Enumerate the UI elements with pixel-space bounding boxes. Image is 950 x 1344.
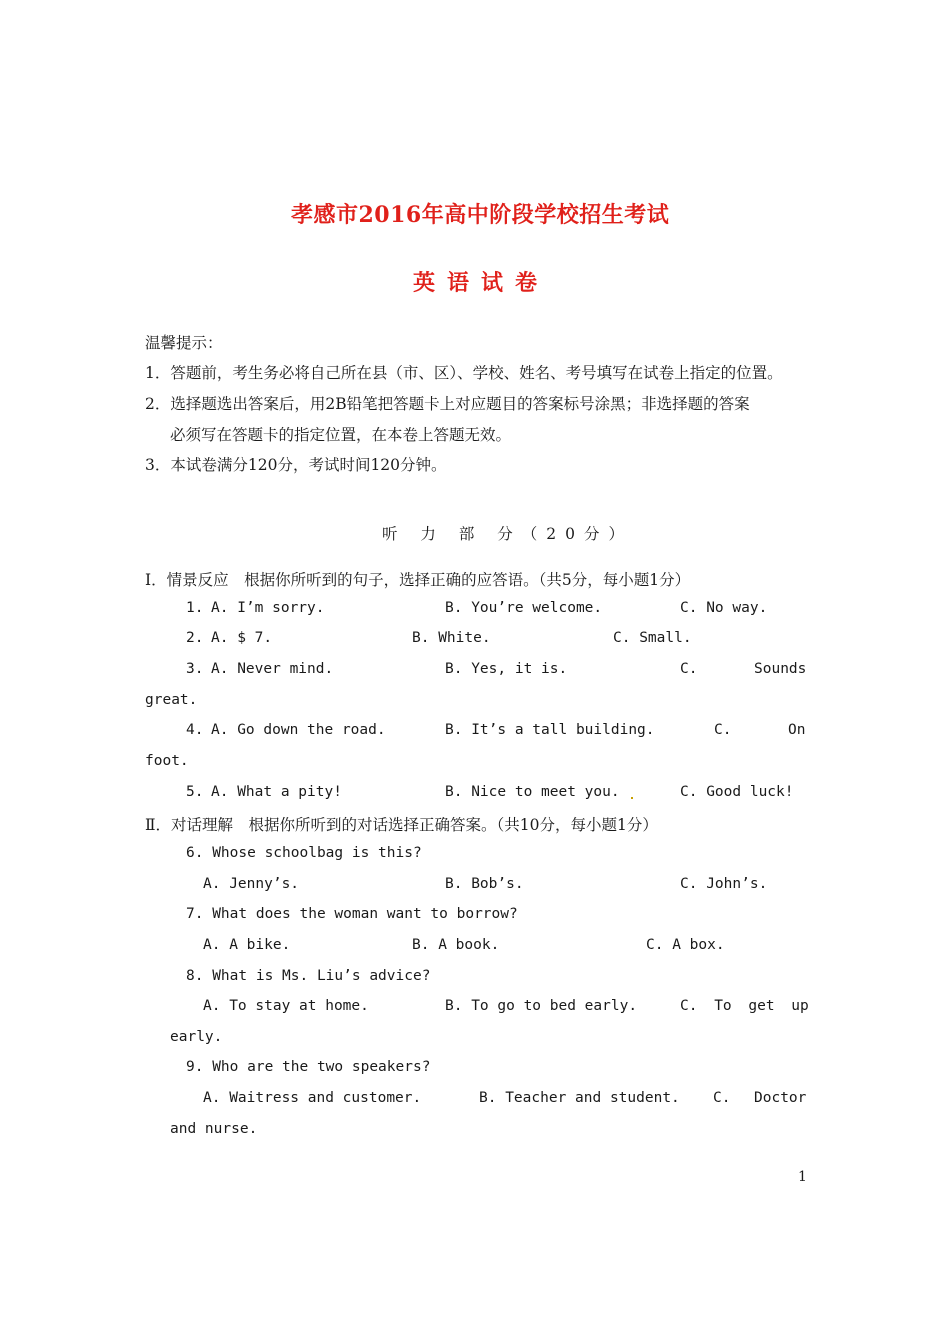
part1-heading: Ⅰ．情景反应 根据你所听到的句子，选择正确的应答语。（共5分，每小题1分）	[145, 571, 691, 589]
option-a: A. I’m sorry.	[211, 600, 325, 616]
option-b: B. White.	[412, 630, 491, 646]
page-number: 1	[798, 1169, 807, 1185]
tip-item-continuation: 必须写在答题卡的指定位置，在本卷上答题无效。	[170, 426, 512, 444]
option-c-text: Doctor	[754, 1090, 807, 1106]
option-c: C. A box.	[646, 937, 725, 953]
question-number: 5.	[186, 784, 204, 800]
option-c: C. Good luck!	[680, 784, 794, 800]
question-stem: 7. What does the woman want to borrow?	[186, 906, 518, 922]
option-c-text: On	[788, 722, 806, 738]
tip-item: 2．选择题选出答案后，用2B铅笔把答题卡上对应题目的答案标号涂黑；非选择题的答案	[145, 395, 750, 413]
option-c: C.	[714, 722, 732, 738]
option-c: C. Small.	[613, 630, 692, 646]
option-a: A. $ 7.	[211, 630, 273, 646]
option-b: B. Teacher and student.	[479, 1090, 680, 1106]
option-b: B. To go to bed early.	[445, 998, 638, 1014]
exam-subtitle: 英语试卷	[413, 270, 550, 296]
part2-heading: Ⅱ．对话理解 根据你所听到的对话选择正确答案。（共10分，每小题1分）	[145, 816, 658, 834]
option-c-wrap: great.	[145, 692, 198, 708]
option-b: B. A book.	[412, 937, 500, 953]
stray-mark	[631, 797, 633, 799]
option-c-wrap: early.	[170, 1029, 223, 1045]
option-b: B. You’re welcome.	[445, 600, 603, 616]
tip-item: 3．本试卷满分120分，考试时间120分钟。	[145, 456, 447, 474]
question-stem: 6. Whose schoolbag is this?	[186, 845, 422, 861]
option-c-wrap: and nurse.	[170, 1121, 258, 1137]
option-a: A. Go down the road.	[211, 722, 386, 738]
option-b: B. Bob’s.	[445, 876, 524, 892]
question-number: 3.	[186, 661, 204, 677]
option-c-wrap: foot.	[145, 753, 189, 769]
question-number: 2.	[186, 630, 204, 646]
question-stem: 8. What is Ms. Liu’s advice?	[186, 968, 431, 984]
option-a: A. Waitress and customer.	[203, 1090, 422, 1106]
option-b: B. Nice to meet you.	[445, 784, 620, 800]
exam-title: 孝感市2016年高中阶段学校招生考试	[291, 202, 670, 228]
option-a: A. What a pity!	[211, 784, 342, 800]
question-number: 1.	[186, 600, 204, 616]
option-c: C. To get up	[680, 998, 809, 1014]
tips-heading: 温馨提示：	[145, 334, 223, 352]
option-a: A. To stay at home.	[203, 998, 369, 1014]
tip-item: 1．答题前，考生务必将自己所在县（市、区）、学校、姓名、考号填写在试卷上指定的位置。	[145, 364, 783, 382]
question-stem: 9. Who are the two speakers?	[186, 1059, 431, 1075]
option-c: C. John’s.	[680, 876, 768, 892]
section-heading: 听 力 部 分（20分）	[382, 525, 634, 543]
option-c: C.	[713, 1090, 731, 1106]
option-a: A. Jenny’s.	[203, 876, 300, 892]
option-a: A. Never mind.	[211, 661, 334, 677]
question-number: 4.	[186, 722, 204, 738]
option-a: A. A bike.	[203, 937, 291, 953]
option-b: B. It’s a tall building.	[445, 722, 655, 738]
option-b: B. Yes, it is.	[445, 661, 568, 677]
option-c: C. No way.	[680, 600, 768, 616]
option-c-text: Sounds	[754, 661, 807, 677]
option-c: C.	[680, 661, 698, 677]
